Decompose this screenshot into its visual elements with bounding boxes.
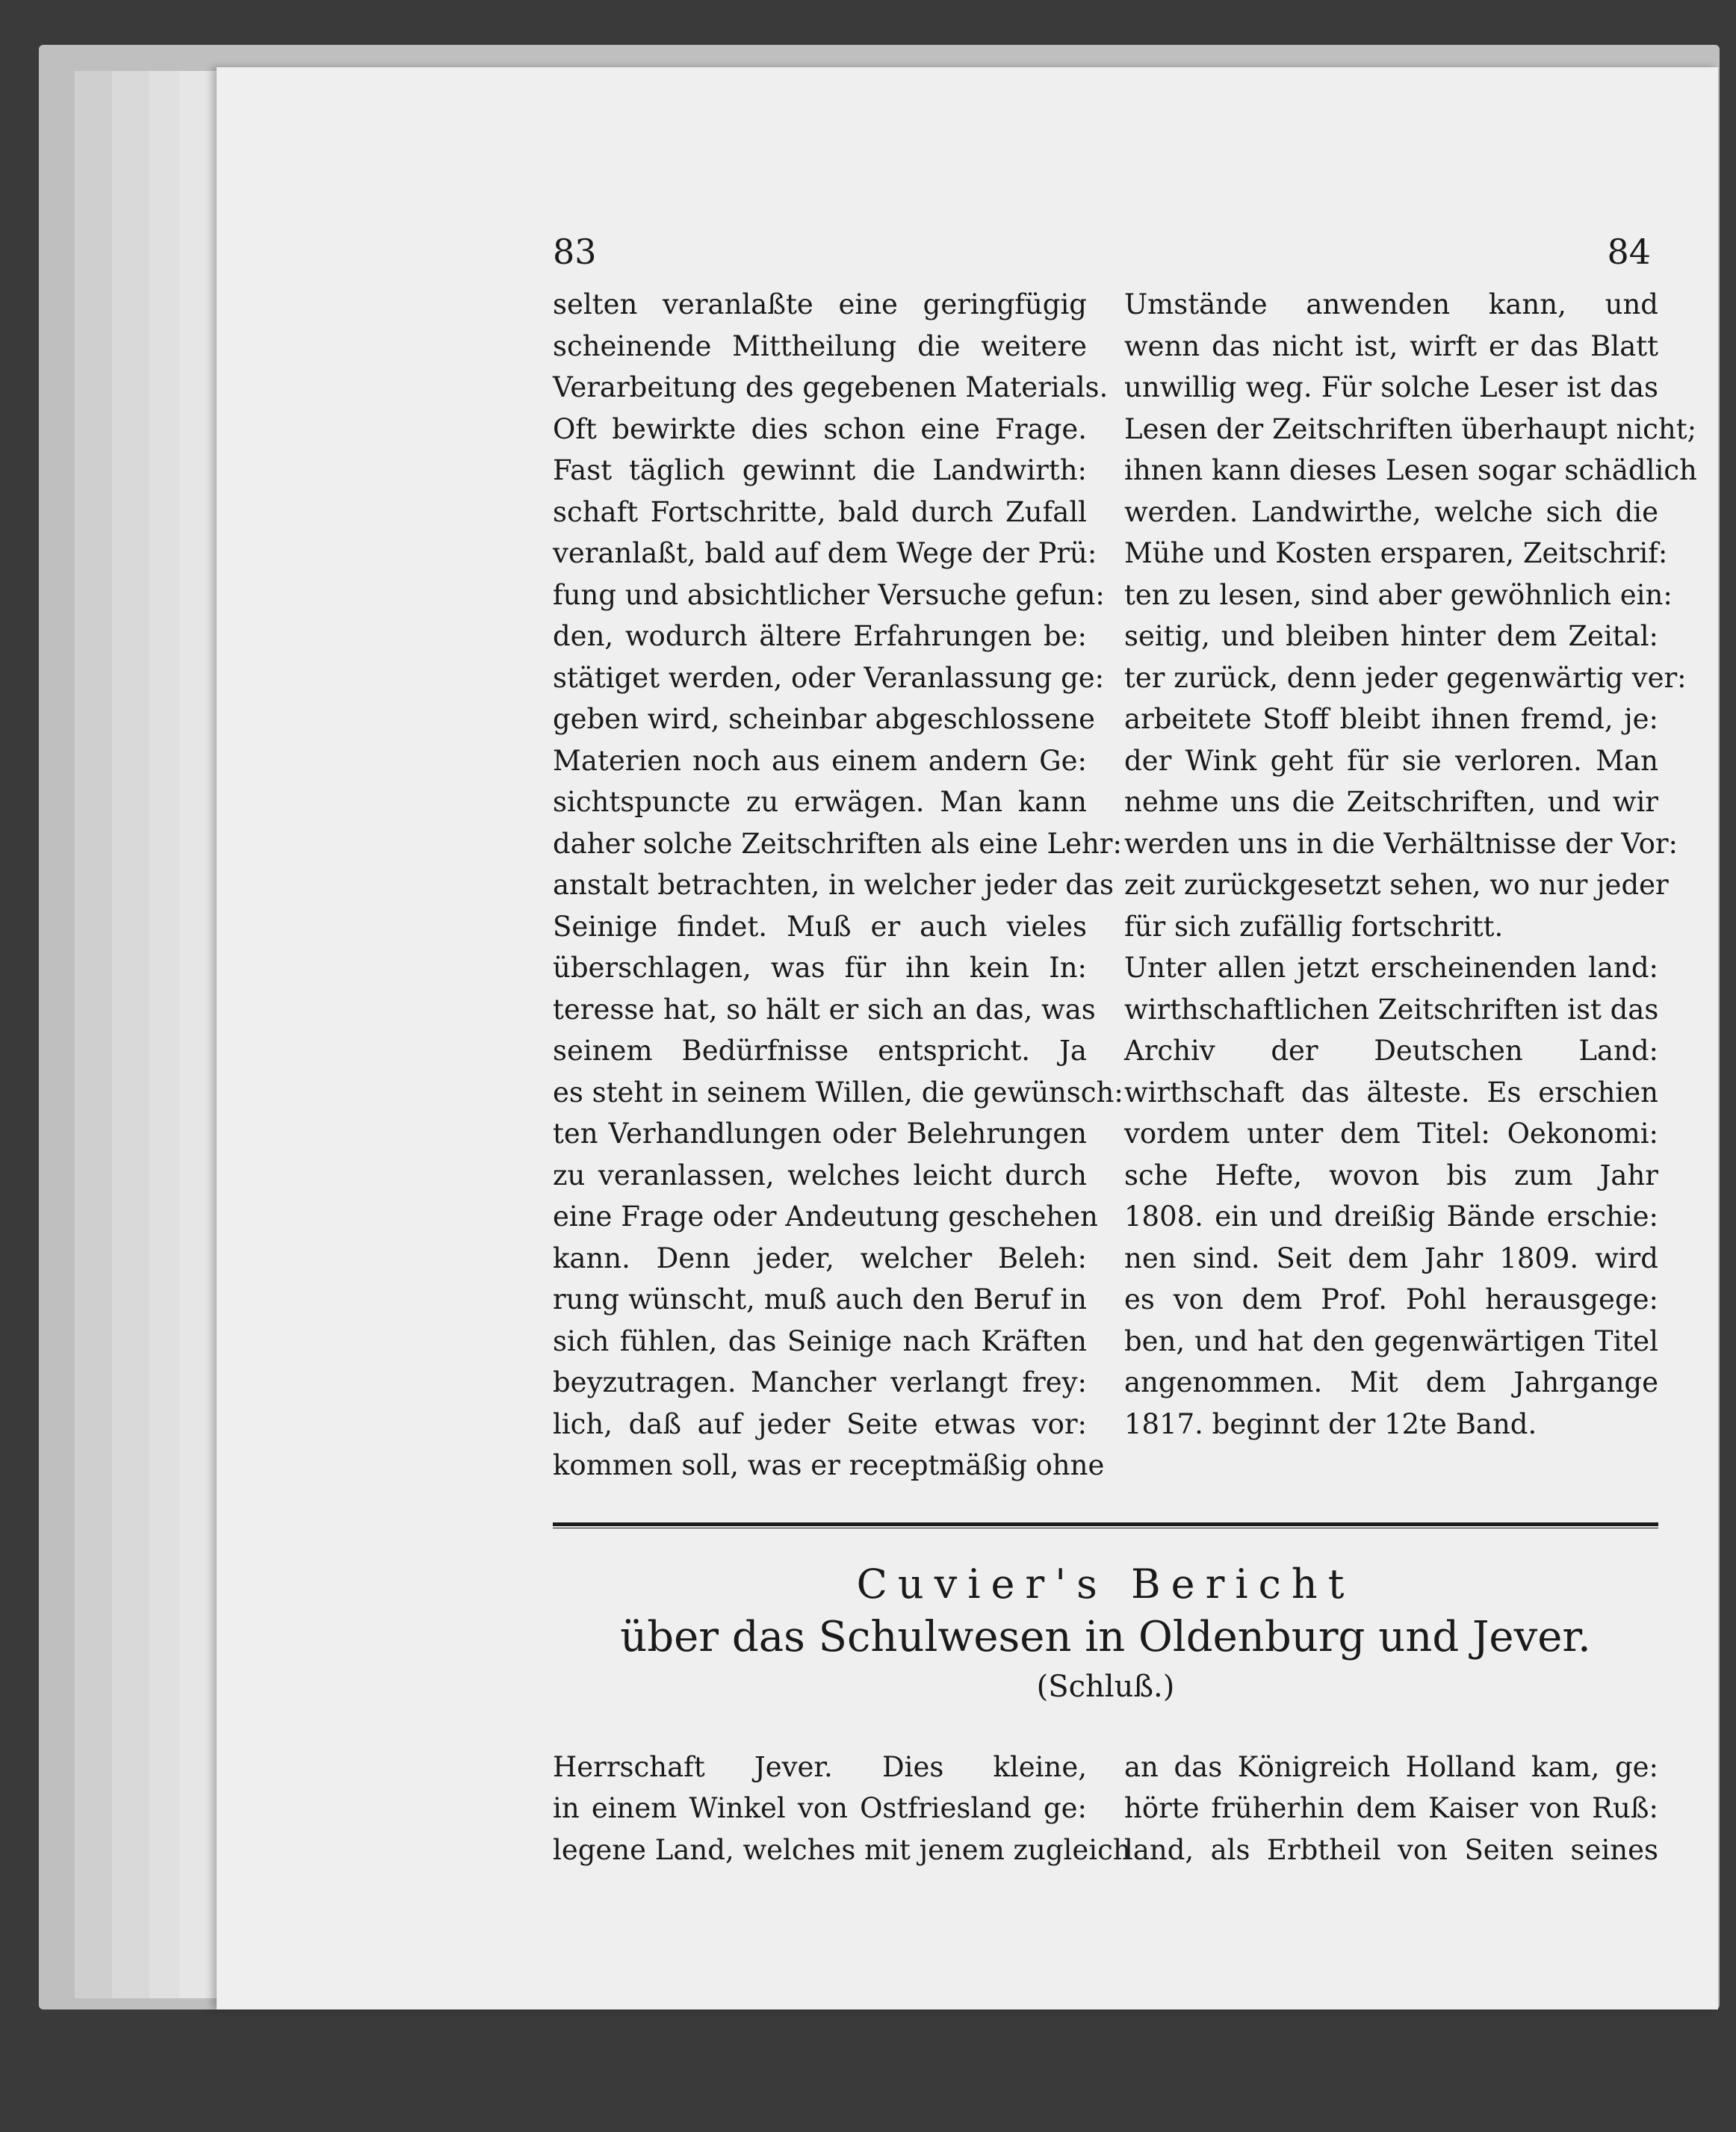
text-line: selten veranlaßte eine geringfügig bbox=[553, 288, 1087, 320]
text-line: Verarbeitung des gegebenen Materials. bbox=[553, 371, 1109, 403]
article-column-left bbox=[553, 1747, 1131, 1871]
text-line: in einem Winkel von Ostfriesland ge: bbox=[553, 1792, 1087, 1824]
page-number-right: 84 bbox=[1607, 232, 1651, 272]
text-line: Seinige findet. Muß er auch vieles bbox=[553, 910, 1087, 943]
text-line: schaft Fortschritte, bald durch Zufall bbox=[553, 495, 1087, 528]
text-line: überschlagen, was für ihn kein In: bbox=[553, 952, 1087, 984]
text-line: zeit zurückgesetzt sehen, wo nur jeder bbox=[1124, 869, 1669, 901]
text-line: arbeitete Stoff bleibt ihnen fremd, je: bbox=[1124, 703, 1658, 735]
text-line: nehme uns die Zeitschriften, und wir bbox=[1124, 786, 1658, 818]
text-line: eine Frage oder Andeutung geschehen bbox=[553, 1200, 1098, 1233]
text-line: zu veranlassen, welches leicht durch bbox=[553, 1159, 1087, 1191]
text-line: fung und absichtlicher Versuche gefun: bbox=[553, 578, 1105, 611]
text-line: nen sind. Seit dem Jahr 1809. wird bbox=[1124, 1242, 1658, 1274]
text-line: sich fühlen, das Seinige nach Kräften bbox=[553, 1324, 1087, 1357]
text-line: Archiv der Deutschen Land: bbox=[1124, 1035, 1658, 1067]
text-line: der Wink geht für sie verloren. Man bbox=[1124, 744, 1658, 777]
text-line: 1817. beginnt der 12te Band. bbox=[1124, 1407, 1537, 1440]
text-line: Umstände anwenden kann, und bbox=[1124, 288, 1658, 320]
text-line: Herrschaft Jever. Dies kleine, bbox=[553, 1750, 1087, 1783]
text-line: seinem Bedürfnisse entspricht. Ja bbox=[553, 1035, 1087, 1067]
text-line: scheinende Mittheilung die weitere bbox=[553, 329, 1087, 362]
text-line: Lesen der Zeitschriften überhaupt nicht; bbox=[1124, 412, 1697, 445]
text-line: ten Verhandlungen oder Belehrungen bbox=[553, 1118, 1087, 1150]
page-header bbox=[553, 232, 1658, 284]
text-line: seitig, und bleiben hinter dem Zeital: bbox=[1124, 620, 1658, 652]
text-line: beyzutragen. Mancher verlangt frey: bbox=[553, 1366, 1087, 1398]
text-line: Fast täglich gewinnt die Landwirth: bbox=[553, 454, 1087, 486]
text-line: kann. Denn jeder, welcher Beleh: bbox=[553, 1242, 1087, 1274]
text-line: Oft bewirkte dies schon eine Frage. bbox=[553, 412, 1087, 445]
text-line: anstalt betrachten, in welcher jeder das bbox=[553, 869, 1114, 901]
text-columns bbox=[553, 284, 1697, 1487]
section-divider bbox=[553, 1522, 1658, 1528]
text-line: lich, daß auf jeder Seite etwas vor: bbox=[553, 1407, 1087, 1440]
text-line: Unter allen jetzt erscheinenden land: bbox=[1124, 952, 1658, 984]
text-line: kommen soll, was er receptmäßig ohne bbox=[553, 1449, 1105, 1481]
text-line: rung wünscht, muß auch den Beruf in bbox=[553, 1283, 1087, 1316]
text-line: stätiget werden, oder Veranlassung ge: bbox=[553, 661, 1105, 694]
text-line: wirthschaftlichen Zeitschriften ist das bbox=[1124, 993, 1659, 1026]
text-line: unwillig weg. Für solche Leser ist das bbox=[1124, 371, 1658, 403]
text-line: sche Hefte, wovon bis zum Jahr bbox=[1124, 1159, 1658, 1191]
text-line: werden uns in die Verhältnisse der Vor: bbox=[1124, 827, 1678, 860]
text-line: hörte früherhin dem Kaiser von Ruß: bbox=[1124, 1792, 1658, 1824]
text-line: teresse hat, so hält er sich an das, was bbox=[553, 993, 1096, 1026]
text-line: es von dem Prof. Pohl herausgege: bbox=[1124, 1283, 1658, 1316]
text-line: Materien noch aus einem andern Ge: bbox=[553, 744, 1087, 777]
text-line: Mühe und Kosten ersparen, Zeitschrif: bbox=[1124, 537, 1668, 569]
text-line: veranlaßt, bald auf dem Wege der Prü: bbox=[553, 537, 1097, 569]
text-line: ter zurück, denn jeder gegenwärtig ver: bbox=[1124, 661, 1687, 694]
text-line: land, als Erbtheil von Seiten seines bbox=[1124, 1833, 1658, 1866]
text-line: geben wird, scheinbar abgeschlossene bbox=[553, 703, 1096, 735]
article-heading bbox=[553, 1558, 1658, 1709]
article-column-right bbox=[1124, 1747, 1658, 1871]
text-line: ihnen kann dieses Lesen sogar schädlich bbox=[1124, 454, 1697, 486]
text-line: werden. Landwirthe, welche sich die bbox=[1124, 495, 1658, 528]
text-line: wirthschaft das älteste. Es erschien bbox=[1124, 1076, 1658, 1109]
article-title-line3: (Schluß.) bbox=[1036, 1669, 1175, 1704]
text-line: angenommen. Mit dem Jahrgange bbox=[1124, 1366, 1658, 1398]
text-line: vordem unter dem Titel: Oekonomi: bbox=[1124, 1118, 1658, 1150]
text-line: an das Königreich Holland kam, ge: bbox=[1124, 1750, 1658, 1783]
text-line: sichtspuncte zu erwägen. Man kann bbox=[553, 786, 1087, 818]
text-line: 1808. ein und dreißig Bände erschie: bbox=[1124, 1200, 1658, 1233]
text-column-right bbox=[1124, 284, 1697, 1487]
text-line: wenn das nicht ist, wirft er das Blatt bbox=[1124, 329, 1658, 362]
text-line: ten zu lesen, sind aber gewöhnlich ein: bbox=[1124, 578, 1673, 611]
text-line: legene Land, welches mit jenem zugleich bbox=[553, 1833, 1131, 1866]
page-content bbox=[553, 232, 1697, 1871]
article-title-line1: Cuvier's Bericht bbox=[856, 1560, 1355, 1608]
article-columns bbox=[553, 1747, 1658, 1871]
text-line: für sich zufällig fortschritt. bbox=[1124, 910, 1504, 943]
text-line: den, wodurch ältere Erfahrungen be: bbox=[553, 620, 1087, 652]
page-number-left: 83 bbox=[553, 232, 597, 272]
text-column-left bbox=[553, 284, 1123, 1487]
article-title-line2: über das Schulwesen in Oldenburg und Jever. bbox=[620, 1612, 1591, 1661]
text-line: es steht in seinem Willen, die gewünsch: bbox=[553, 1076, 1123, 1109]
text-line: ben, und hat den gegenwärtigen Titel bbox=[1124, 1324, 1658, 1357]
text-line: daher solche Zeitschriften als eine Lehr: bbox=[553, 827, 1122, 860]
